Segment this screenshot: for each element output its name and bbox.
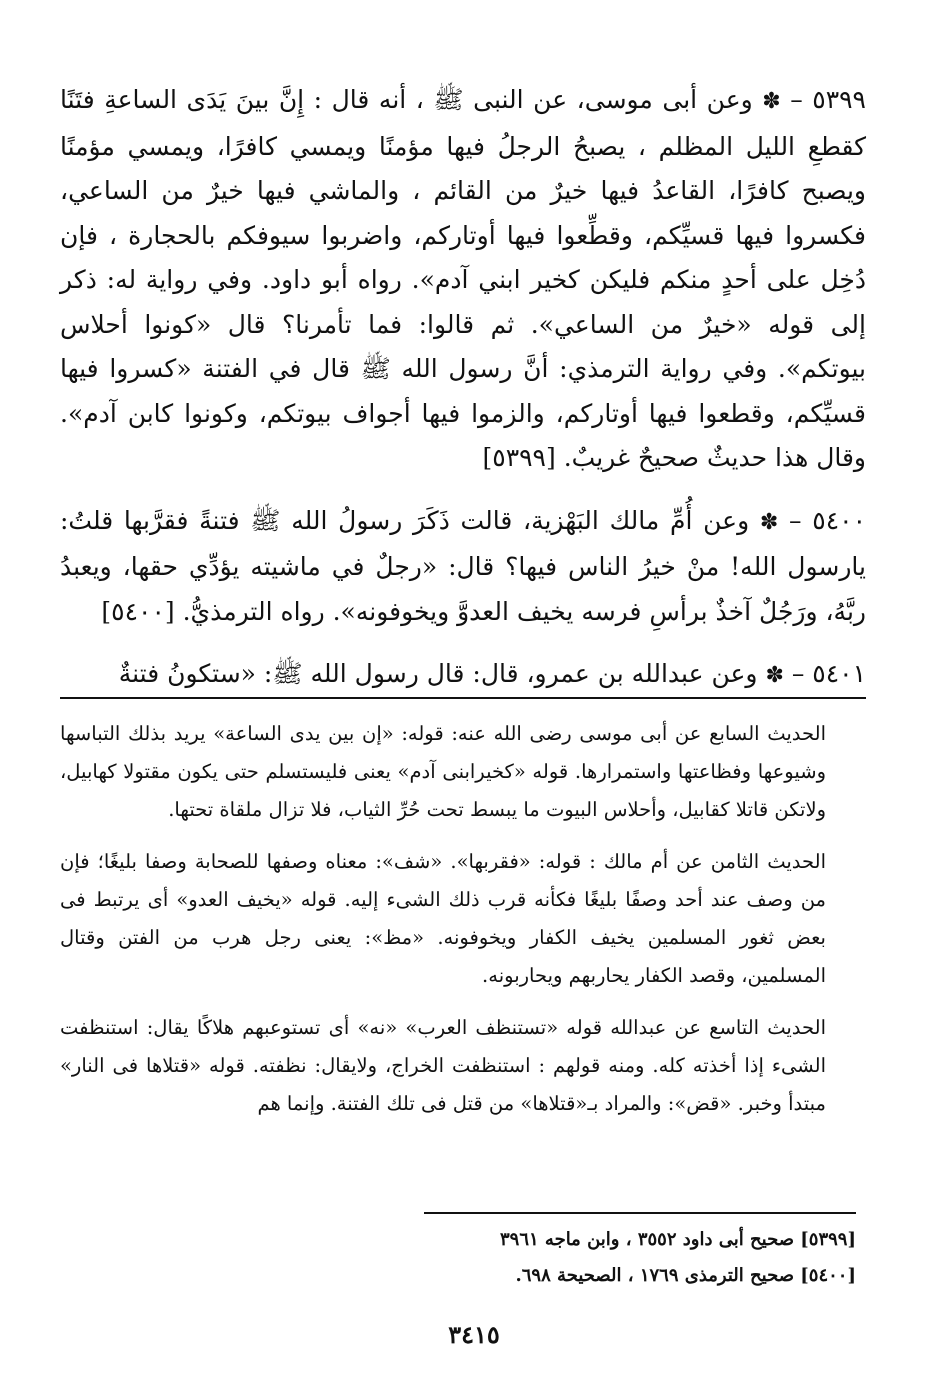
hadith-number: ٥٤٠٠ [812, 505, 867, 535]
hadith-number: ٥٣٩٩ [812, 85, 866, 114]
footnote-item: [٥٣٩٩] صحيح أبى داود ٣٥٥٢ ، وابن ماجه ٣٩٦١ [499, 1229, 856, 1250]
hadith-separator: – [783, 659, 805, 688]
hadith-text: وعن أبى موسى، عن النبى ﷺ ، أنه قال : إِنَّ بينَ يَدَى الساعةِ فتَنًا كقطعِ الليل المظلم ، يصبحُ الرجلُ فيها مؤمنًا ويمسي كافرًا، ويمسي مؤمنًا ويصبح كافرًا، القاعدُ فيها خيرٌ من القائم ، والماشي فيها خيرٌ من الساعي، فكسروا فيها قسيِّكم، وقطِّعوا فيها أوتاركم، واضربوا سيوفكم بالحجارة ، فإن دُخِل على أحدٍ منكم فليكن كخير ابني آدم». رواه أبو داود. وفي رواية له: ذكر إلى قوله «خيرٌ من الساعي». ثم قالوا: فما تأمرنا؟ قال «كونوا أحلاس بيوتكم». وفي رواية الترمذي: أنَّ رسول الله ﷺ قال في الفتنة «كسروا فيها قسيِّكم، وقطعوا فيها أوتاركم، والزموا فيها أجواف بيوتكم، وكونوا كابن آدم». وقال هذا حديثٌ صحيحٌ غريبٌ. [60, 85, 866, 472]
hadith-5400 [60, 499, 866, 635]
main-text [60, 78, 866, 699]
hadith-number: ٥٤٠١ [812, 659, 866, 688]
commentary [60, 715, 826, 1123]
star-icon: ✽ [759, 509, 779, 535]
commentary-paragraph: الحديث التاسع عن عبدالله قوله «تستنظف العرب» «نه» أى تستوعبهم هلاكًا يقال: استنظفت الشىء إذا أخذته كله. ومنه قولهم : استنظفت الخراج، ولايقال: نظفته. قوله «قتلاها فى النار» مبتدأ وخبر. «قض»: والمراد بـ«قتلاها» من قتل فى تلك الفتنة. وإنما هم [60, 1016, 826, 1115]
hadith-reference: [٥٤٠٠] [101, 596, 175, 626]
hadith-text: وعن عبدالله بن عمرو، قال: قال رسول الله ﷺ: «ستكونُ فتنةٌ [118, 659, 758, 688]
footnotes [356, 1222, 856, 1294]
hadith-separator: – [778, 505, 802, 535]
star-icon: ✽ [762, 89, 781, 114]
footnote-divider [424, 1212, 856, 1214]
star-icon: ✽ [765, 663, 784, 688]
footnote-item: [٥٤٠٠] صحيح الترمذى ١٧٦٩ ، الصحيحة ٦٩٨. [515, 1265, 856, 1286]
commentary-paragraph: الحديث السابع عن أبى موسى رضى الله عنه: قوله: «إن بين يدى الساعة» يريد بذلك التباسها وشيوعها وفظاعتها واستمرارها. قوله «كخيرابنى آدم» يعنى فليستسلم حتى يكون مقتولا كهابيل، ولاتكن قاتلا كقابيل، وأحلاس البيوت ما يبسط تحت حُرِّ الثياب، فلا تزال ملقاة تحتها. [60, 722, 826, 821]
hadith-text: وعن أُمِّ مالك البَهْزية، قالت ذَكَرَ رسولُ الله ﷺ فتنةً فقرَّبها قلتُ: يارسول الله! منْ خيرُ الناس فيها؟ قال: «رجلٌ في ماشيته يؤدِّي حقها، ويعبدُ ربَّهُ، ورَجُلٌ آخذٌ برأسِ فرسه يخيف العدوَّ ويخوفونه». رواه الترمذيُّ. [60, 505, 866, 626]
commentary-paragraph: الحديث الثامن عن أم مالك : قوله: «فقربها». «شف»: معناه وصفها للصحابة وصفا بليغًا؛ فإن من وصف عند أحد وصفًا بليغًا فكأنه قرب ذلك الشىء إليه. قوله «يخيف العدو» أى يرتبط فى بعض ثغور المسلمين يخيف الكفار ويخوفونه. «مظ»: يعنى رجل هرب من الفتن وقتال المسلمين، وقصد الكفار يحاربهم ويحاربونه. [60, 850, 826, 987]
hadith-5401 [60, 652, 866, 699]
hadith-5399 [60, 78, 866, 481]
page-number: ٣٤١٥ [448, 1320, 500, 1349]
section-divider [60, 697, 866, 699]
hadith-reference: [٥٣٩٩] [482, 443, 556, 472]
hadith-separator: – [780, 85, 803, 114]
